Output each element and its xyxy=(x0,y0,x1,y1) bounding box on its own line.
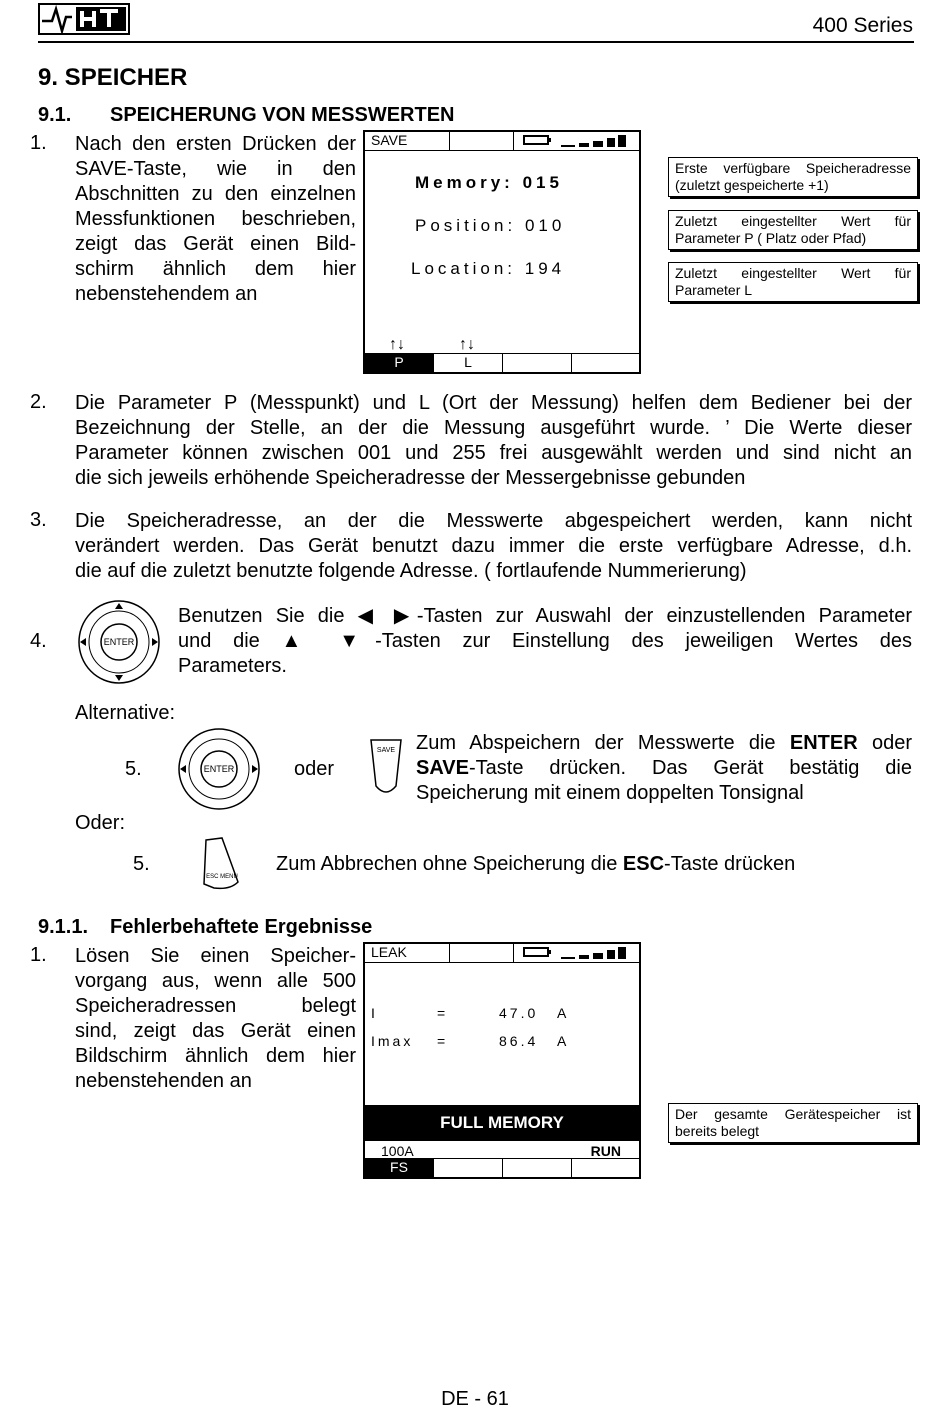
text-span: Speicherung mit einem doppelten Tonsignal xyxy=(416,782,804,804)
subsubsection-title xyxy=(38,916,372,939)
subsubsection-text: Fehlerbehaftete Ergebnisse xyxy=(110,916,373,938)
divider xyxy=(449,132,450,150)
callout-line: Zuletzt eingestellter Wert für xyxy=(675,213,911,229)
item-1-line: zeigt das Gerät einen Bild- xyxy=(75,233,356,255)
text-bold: ESC xyxy=(622,853,665,875)
softkey-fs[interactable]: FS xyxy=(365,1159,434,1177)
callout-line: Zuletzt eingestellter Wert für xyxy=(675,265,911,281)
position-row xyxy=(415,216,565,236)
softkey-empty[interactable] xyxy=(572,1159,639,1177)
divider xyxy=(513,132,514,150)
callout-memory xyxy=(668,157,918,197)
item-1b-text xyxy=(75,944,356,1094)
alternative-number: 5. xyxy=(125,758,142,780)
softkey-p[interactable]: P xyxy=(365,354,434,372)
battery-icon xyxy=(523,135,551,145)
item-1-line: SAVE-Taste, wie in den xyxy=(75,158,356,180)
save-key-icon xyxy=(368,736,404,800)
esc-key-label: ESC MENU xyxy=(206,874,238,880)
item-1-line: Abschnitten zu den einzelnen xyxy=(75,183,356,205)
text-span: oder xyxy=(857,732,912,754)
item-2-line: die sich jeweils erhöhende Speicheradresse der Messergebnisse gebunden xyxy=(75,467,746,489)
text-span: -Taste drücken xyxy=(664,853,796,875)
current-row xyxy=(371,1005,569,1021)
item-3-line: die auf die zuletzt benutzte folgende Adresse. ( fortlaufende Nummerierung) xyxy=(75,560,747,582)
subsubsection-number: 9.1.1. xyxy=(38,916,89,938)
item-3-line: Die Speicheradresse, an der die Messwerte abgespeichert werden, kann nicht xyxy=(75,510,912,532)
oder-number: 5. xyxy=(133,853,150,875)
updown-arrows-icon: ↑↓ xyxy=(459,336,475,353)
item-1b-line: nebenstehenden an xyxy=(75,1070,252,1092)
item-1b-line: sind, zeigt das Gerät einen xyxy=(75,1020,356,1042)
callout-location xyxy=(668,262,918,302)
item-2-text xyxy=(75,391,912,491)
battery-icon xyxy=(523,947,551,957)
item-1b-line: Lösen Sie einen Speicher- xyxy=(75,945,356,967)
header-rule xyxy=(38,41,914,43)
text-span: Zum Abbrechen ohne Speicherung die xyxy=(276,853,623,875)
position-value: 010 xyxy=(524,216,566,235)
item-4-line: Benutzen Sie die ◀ ▶-Tasten zur Auswahl der einzustellenden Parameter xyxy=(178,605,912,627)
item-2-line: Parameter können zwischen 001 und 255 frei ausgewählt werden und sind nicht an xyxy=(75,442,912,464)
enter-key-label: ENTER xyxy=(203,764,235,774)
location-row xyxy=(411,259,565,279)
softkey-empty[interactable] xyxy=(434,1159,503,1177)
enter-keypad-icon xyxy=(176,727,262,811)
item-2-line: Bezeichnung der Stelle, an der die Messung ausgeführt wurde. ’ Die Werte dieser xyxy=(75,417,912,439)
oder-word: oder xyxy=(294,758,335,780)
enter-keypad-icon xyxy=(76,598,162,686)
text-span: -Taste drücken. Das Gerät bestätig die xyxy=(468,757,912,779)
current-label: I xyxy=(371,1005,378,1021)
screen-mode-label: LEAK xyxy=(371,944,407,960)
current-unit: A xyxy=(557,1005,570,1021)
softkey-l[interactable]: L xyxy=(434,354,503,372)
callout-line: Parameter P ( Platz oder Pfad) xyxy=(675,230,867,246)
subsection-title xyxy=(38,104,454,127)
page-number: DE - 61 xyxy=(441,1388,509,1410)
subsection-number: 9.1. xyxy=(38,104,72,126)
leak-screen xyxy=(363,942,641,1179)
softkey-empty[interactable] xyxy=(503,1159,572,1177)
item-4-text xyxy=(178,604,912,679)
item-1b-number: 1. xyxy=(30,944,47,966)
callout-line: bereits belegt xyxy=(675,1123,760,1139)
callout-position xyxy=(668,210,918,250)
imax-value: 86.4 xyxy=(499,1033,539,1049)
item-2-number: 2. xyxy=(30,391,47,413)
current-value: 47.0 xyxy=(499,1005,539,1021)
memory-row xyxy=(415,173,563,193)
range-label: 100A xyxy=(381,1143,414,1159)
location-label: Location: xyxy=(411,259,516,278)
item-4-line: und die ▲ ▼-Tasten zur Einstellung des jeweiligen Wertes des xyxy=(178,630,912,652)
screen-mode-label: SAVE xyxy=(371,132,408,148)
imax-unit: A xyxy=(557,1033,570,1049)
memory-value: 015 xyxy=(522,173,563,192)
divider xyxy=(449,944,450,962)
signal-bars-icon xyxy=(561,946,629,960)
item-1-line: Messfunktionen beschrieben, xyxy=(75,208,356,230)
item-4-number: 4. xyxy=(30,630,47,652)
screen-top-bar xyxy=(365,944,639,963)
series-label: 400 Series xyxy=(812,14,913,37)
text-span: Zum Abspeichern der Messwerte die xyxy=(416,732,790,754)
item-3-text xyxy=(75,509,912,584)
callout-full-memory xyxy=(668,1103,918,1143)
softkey-empty[interactable] xyxy=(572,354,639,372)
imax-row xyxy=(371,1033,569,1049)
item-1-line: nebenstehendem an xyxy=(75,283,258,305)
item-1b-line: Bildschirm ähnlich dem hier xyxy=(75,1045,356,1067)
item-1-number: 1. xyxy=(30,132,47,154)
equals-sign: = xyxy=(437,1005,449,1021)
ht-logo xyxy=(38,3,130,35)
enter-key-label: ENTER xyxy=(103,637,135,647)
run-status: RUN xyxy=(590,1143,621,1159)
alternative-text xyxy=(416,731,912,806)
save-screen xyxy=(363,130,641,374)
item-1-line: Nach den ersten Drücken der xyxy=(75,133,356,155)
item-1-text xyxy=(75,132,356,307)
esc-key-icon xyxy=(200,836,242,892)
save-key-label: SAVE xyxy=(376,747,396,754)
callout-line: Parameter L xyxy=(675,282,753,298)
item-3-number: 3. xyxy=(30,509,47,531)
text-bold: SAVE xyxy=(416,757,469,779)
location-value: 194 xyxy=(524,259,566,278)
softkey-empty[interactable] xyxy=(503,354,572,372)
text-bold: ENTER xyxy=(789,732,858,754)
softkey-bar xyxy=(365,353,639,372)
equals-sign: = xyxy=(437,1033,449,1049)
section-title: 9. SPEICHER xyxy=(38,64,188,91)
callout-line: Der gesamte Gerätespeicher ist xyxy=(675,1106,911,1122)
callout-line: (zuletzt gespeicherte +1) xyxy=(675,177,829,193)
imax-label: Imax xyxy=(371,1033,414,1049)
oder-text xyxy=(276,852,795,877)
item-1b-line: Speicheradressen belegt xyxy=(75,995,356,1017)
screen-top-bar xyxy=(365,132,639,151)
alternative-label: Alternative: xyxy=(75,702,176,724)
item-2-line: Die Parameter P (Messpunkt) und L (Ort der Messung) helfen dem Bediener bei der xyxy=(75,392,912,414)
updown-arrows-icon: ↑↓ xyxy=(389,336,405,353)
item-1-line: schirm ähnlich dem hier xyxy=(75,258,356,280)
item-3-line: verändert werden. Das Gerät benutzt dazu immer die erste verfügbare Adresse, d.h. xyxy=(75,535,912,557)
callout-line: Erste verfügbare Speicheradresse xyxy=(675,160,911,176)
position-label: Position: xyxy=(415,216,517,235)
oder-label: Oder: xyxy=(75,812,126,834)
signal-bars-icon xyxy=(561,134,629,148)
subsection-text: SPEICHERUNG VON MESSWERTEN xyxy=(110,104,455,126)
divider xyxy=(513,944,514,962)
memory-label: Memory: xyxy=(415,173,514,192)
item-1b-line: vorgang aus, wenn alle 500 xyxy=(75,970,356,992)
item-4-line: Parameters. xyxy=(178,655,287,677)
full-memory-banner: FULL MEMORY xyxy=(365,1105,639,1141)
softkey-bar xyxy=(365,1158,639,1177)
